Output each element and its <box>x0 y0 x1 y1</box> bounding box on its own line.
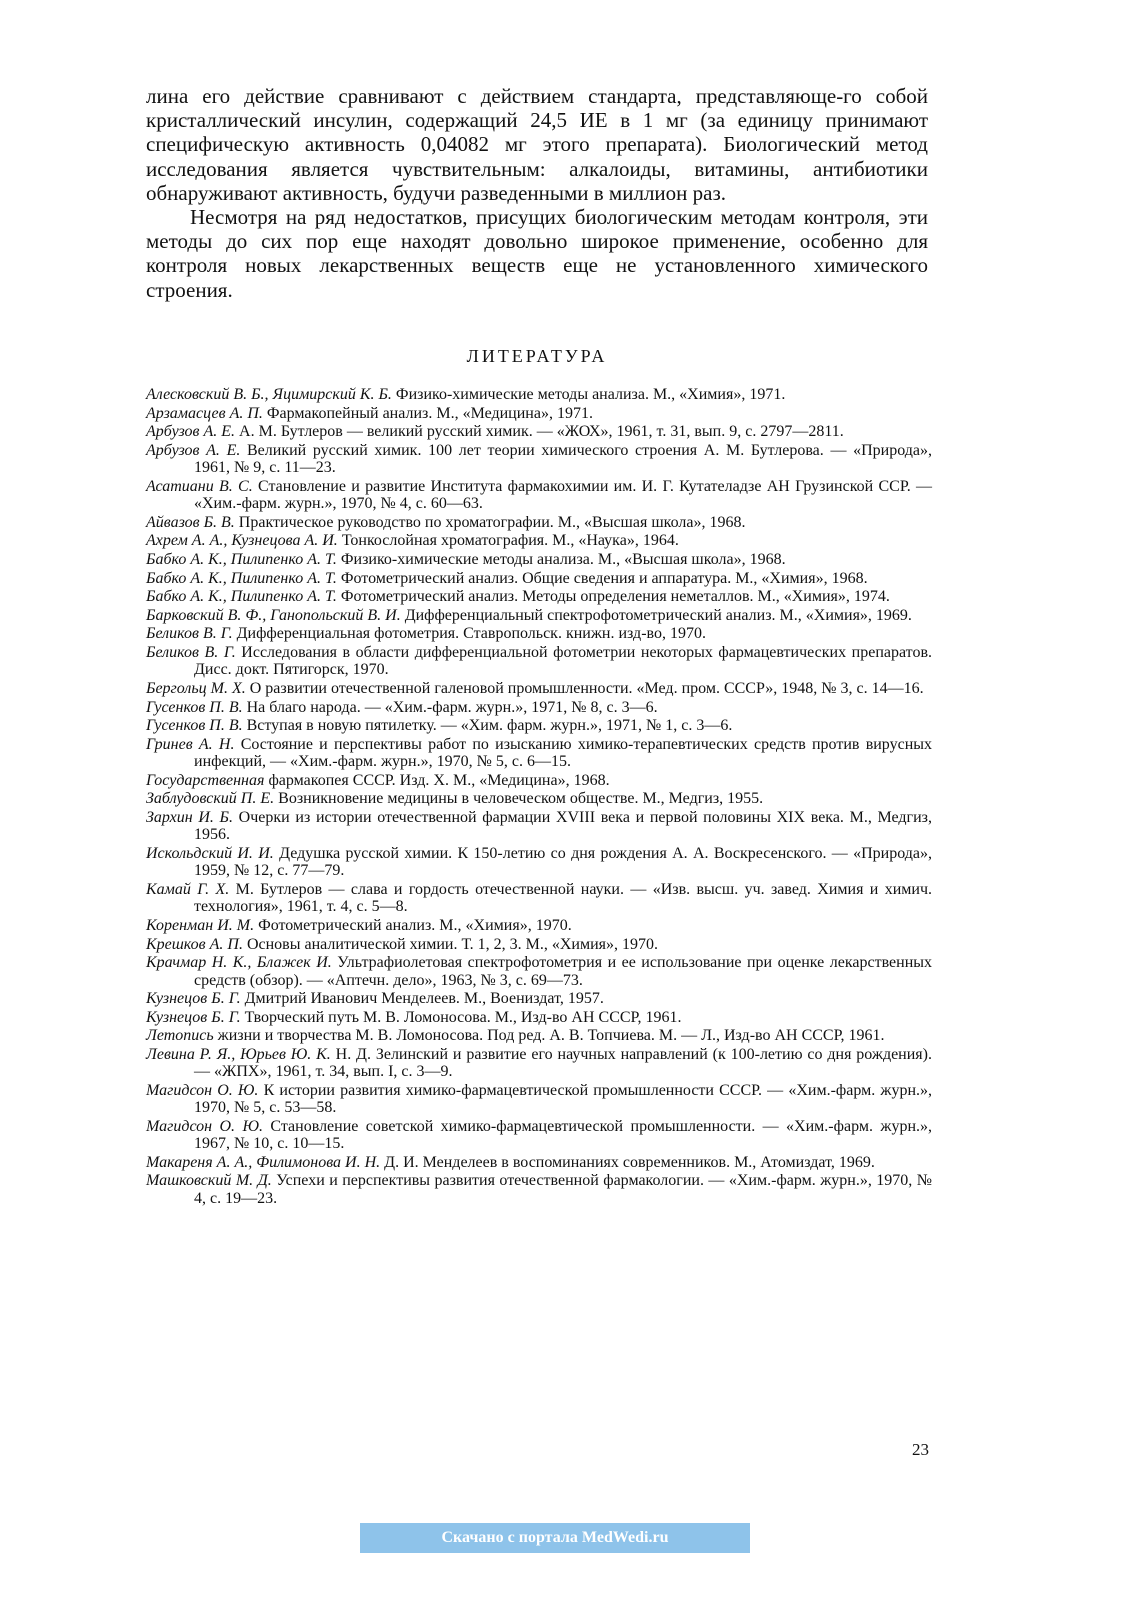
reference-item <box>146 588 932 605</box>
reference-author: Магидсон О. Ю. <box>146 1117 263 1135</box>
download-watermark-banner: Скачано с портала MedWedi.ru <box>360 1523 750 1553</box>
reference-author: Крачмар Н. К., Блажек И. <box>146 954 332 972</box>
reference-text: М. Бутлеров — слава и гордость отечественной науки. — «Изв. высш. уч. завед. Химия и химич. технология», 1961, т. 4, с. 5—8. <box>194 880 933 916</box>
reference-item <box>146 772 932 789</box>
references-heading: ЛИТЕРАТУРА <box>466 346 608 366</box>
reference-item <box>146 917 932 934</box>
reference-text: Фотометрический анализ. Общие сведения и аппаратура. М., «Химия», 1968. <box>340 569 868 587</box>
reference-text: Фотометрический анализ. Методы определения неметаллов. М., «Химия», 1974. <box>340 588 890 606</box>
reference-author: Зархин И. Б. <box>146 808 233 826</box>
page-number: 23 <box>912 1440 929 1459</box>
reference-text: Тонкослойная хроматография. М., «Наука», 1964. <box>341 532 679 550</box>
reference-text: Дмитрий Иванович Менделеев. М., Воениздат, 1957. <box>244 990 604 1008</box>
reference-text: А. М. Бутлеров — великий русский химик. — «ЖОХ», 1961, т. 31, вып. 9, с. 2797—2811. <box>239 423 844 441</box>
reference-text: Вступая в новую пятилетку. — «Хим. фарм. журн.», 1971, № 1, с. 3—6. <box>246 717 733 735</box>
reference-item <box>146 607 932 624</box>
reference-text: Дифференциальный спектрофотометрический анализ. М., «Химия», 1969. <box>404 606 912 624</box>
reference-text: Становление и развитие Института фармакохимии им. И. Г. Кутателадзе АН Грузинской ССР. — «Хим.-фарм. журн.», 1970, № 4, с. 60—63. <box>194 477 933 513</box>
reference-author: Арзамасцев А. П. <box>146 404 263 422</box>
reference-text: Состояние и перспективы работ по изысканию химико-терапевтических средств против вирусных инфекций, — «Хим.-фарм. журн.», 1970, № 5, с. 6—15. <box>194 735 933 771</box>
reference-item <box>146 809 932 844</box>
reference-text: жизни и творчества М. В. Ломоносова. Под ред. А. В. Топчиева. М. — Л., Изд-во АН СССР, 1961. <box>217 1027 885 1045</box>
reference-item <box>146 990 932 1007</box>
reference-author: Алесковский В. Б., Яцимирский К. Б. <box>146 386 392 403</box>
reference-text: Ультрафиолетовая спектрофотометрия и ее использование при оценке лекарственных средств (обзор). — «Аптечн. дело», 1963, № 3, с. 69—73. <box>194 954 933 989</box>
reference-text: Д. И. Менделеев в воспоминаниях современников. М., Атомиздат, 1969. <box>384 1153 875 1171</box>
body-paragraph: Несмотря на ряд недостатков, присущих биологическим методам контроля, эти методы до сих пор еще находят довольно широкое применение, особенно для контроля новых лекарственных веществ еще не установленного химического строения. <box>146 205 928 302</box>
reference-item <box>146 386 932 403</box>
reference-text: Практическое руководство по хроматографии. М., «Высшая школа», 1968. <box>238 513 746 531</box>
reference-text: Физико-химические методы анализа. М., «Высшая школа», 1968. <box>340 550 786 568</box>
reference-item <box>146 1027 932 1044</box>
reference-author: Магидсон О. Ю. <box>146 1081 259 1099</box>
reference-author: Крешков А. П. <box>146 935 243 953</box>
reference-item <box>146 936 932 953</box>
reference-item <box>146 1172 932 1207</box>
reference-text: Становление советской химико-фармацевтической промышленности. — «Хим.-фарм. журн.», 1967, № 10, с. 10—15. <box>194 1117 933 1153</box>
reference-item <box>146 442 932 477</box>
reference-text: Н. Д. Зелинский и развитие его научных направлений (к 100-летию со дня рождения). — «ЖПХ», 1961, т. 34, вып. I, с. 3—9. <box>194 1045 932 1081</box>
reference-item <box>146 954 932 989</box>
reference-item <box>146 881 932 916</box>
reference-author: Арбузов А. Е. <box>146 441 241 459</box>
reference-text: Основы аналитической химии. Т. 1, 2, 3. М., «Химия», 1970. <box>246 935 659 953</box>
reference-item <box>146 736 932 771</box>
reference-text: Исследования в области дифференциальной фотометрии некоторых фармацевтических препаратов. Дисс. докт. Пятигорск, 1970. <box>194 643 933 679</box>
reference-author: Летопись <box>146 1027 214 1045</box>
reference-text: Фотометрический анализ. М., «Химия», 1970. <box>258 916 572 934</box>
reference-author: Айвазов Б. В. <box>146 513 235 531</box>
reference-author: Макареня А. А., Филимонова И. Н. <box>146 1153 381 1171</box>
reference-item <box>146 532 932 549</box>
reference-item <box>146 845 932 880</box>
reference-author: Искольдский И. И. <box>146 844 274 862</box>
reference-item <box>146 1118 932 1153</box>
reference-text: Успехи и перспективы развития отечественной фармакологии. — «Хим.-фарм. журн.», 1970, № 4, с. 19—23. <box>194 1172 933 1207</box>
reference-author: Бабко А. К., Пилипенко А. Т. <box>146 569 337 587</box>
reference-text: Физико-химические методы анализа. М., «Химия», 1971. <box>395 386 786 403</box>
reference-author: Заблудовский П. Е. <box>146 790 275 808</box>
reference-text: Дифференциальная фотометрия. Ставропольск. книжн. изд-во, 1970. <box>236 625 706 643</box>
reference-author: Гринев А. Н. <box>146 735 235 753</box>
reference-text: Очерки из истории отечественной фармации XVIII века и первой половины XIX века. М., Медгиз, 1956. <box>194 808 932 844</box>
reference-item <box>146 514 932 531</box>
reference-item <box>146 1009 932 1026</box>
reference-item <box>146 551 932 568</box>
reference-author: Асатиани В. С. <box>146 477 253 495</box>
reference-item <box>146 1046 932 1081</box>
reference-item <box>146 790 932 807</box>
reference-item <box>146 644 932 679</box>
reference-author: Кузнецов Б. Г. <box>146 1008 241 1026</box>
reference-author: Барковский В. Ф., Ганопольский В. И. <box>146 606 401 624</box>
references-list <box>146 386 932 1208</box>
reference-author: Бабко А. К., Пилипенко А. Т. <box>146 588 337 606</box>
reference-item <box>146 717 932 734</box>
reference-item <box>146 1082 932 1117</box>
reference-author: Ахрем А. А., Кузнецова А. И. <box>146 532 338 550</box>
reference-author: Арбузов А. Е. <box>146 423 236 441</box>
reference-author: Коренман И. М. <box>146 916 255 934</box>
reference-author: Левина Р. Я., Юрьев Ю. К. <box>146 1045 331 1063</box>
reference-author: Кузнецов Б. Г. <box>146 990 241 1008</box>
body-paragraph: лина его действие сравнивают с действием стандарта, представляюще-го собой кристаллический инсулин, содержащий 24,5 ИЕ в 1 мг (за единицу принимают специфическую активность 0,04082 мг этого препарата). Биологический метод исследования является чувствительным: алкалоиды, витамины, антибиотики обнаруживают активность, будучи разведенными в миллион раз. <box>146 84 928 205</box>
reference-text: Фармакопейный анализ. М., «Медицина», 1971. <box>266 404 593 422</box>
reference-item <box>146 423 932 440</box>
reference-author: Камай Г. Х. <box>146 880 230 898</box>
reference-author: Беликов В. Г. <box>146 625 233 643</box>
reference-author: Бабко А. К., Пилипенко А. Т. <box>146 550 337 568</box>
reference-item <box>146 680 932 697</box>
reference-item <box>146 478 932 513</box>
reference-author: Гусенков П. В. <box>146 717 243 735</box>
reference-text: Великий русский химик. 100 лет теории химического строения А. М. Бутлерова. — «Природа», 1961, № 9, с. 11—23. <box>194 441 932 477</box>
reference-item <box>146 699 932 716</box>
reference-author: Беликов В. Г. <box>146 643 236 661</box>
reference-text: Дедушка русской химии. К 150-летию со дня рождения А. А. Воскресенского. — «Природа», 1959, № 12, с. 77—79. <box>194 844 932 880</box>
reference-author: Государственная <box>146 771 265 789</box>
reference-author: Бергольц М. Х. <box>146 679 246 697</box>
reference-item <box>146 625 932 642</box>
reference-text: О развитии отечественной галеновой промышленности. «Мед. пром. СССР», 1948, № 3, с. 14—16. <box>249 679 924 697</box>
reference-item <box>146 1154 932 1171</box>
reference-item <box>146 405 932 422</box>
reference-text: На благо народа. — «Хим.-фарм. журн.», 1971, № 8, с. 3—6. <box>246 698 658 716</box>
reference-text: Творческий путь М. В. Ломоносова. М., Изд-во АН СССР, 1961. <box>244 1008 682 1026</box>
reference-text: фармакопея СССР. Изд. Х. М., «Медицина», 1968. <box>268 771 610 789</box>
body-text <box>146 84 928 302</box>
reference-author: Гусенков П. В. <box>146 698 243 716</box>
reference-author: Машковский М. Д. <box>146 1172 272 1190</box>
reference-text: К истории развития химико-фармацевтической промышленности СССР. — «Хим.-фарм. журн.», 1970, № 5, с. 53—58. <box>194 1081 932 1117</box>
reference-text: Возникновение медицины в человеческом обществе. М., Медгиз, 1955. <box>278 790 764 808</box>
reference-item <box>146 570 932 587</box>
